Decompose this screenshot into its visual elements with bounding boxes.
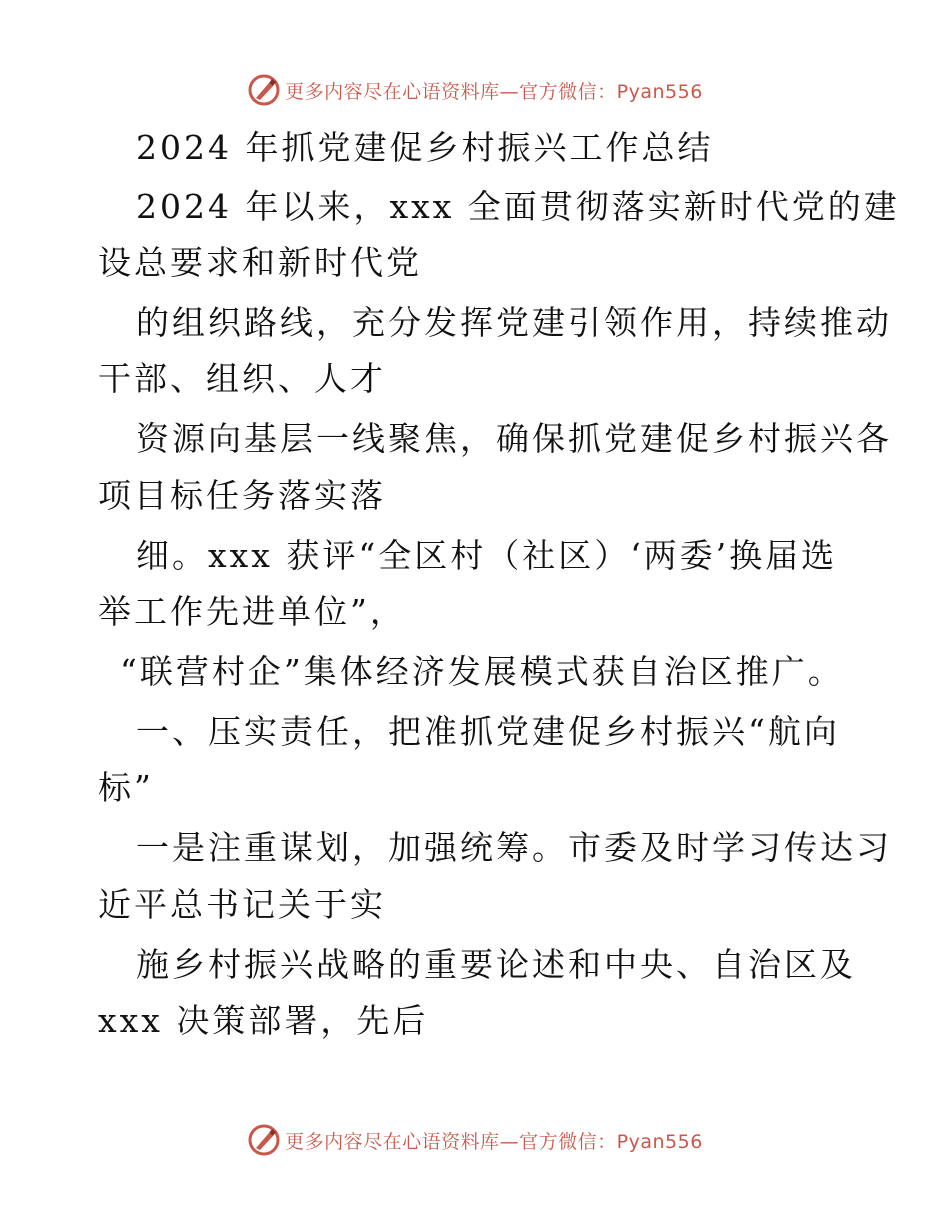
paragraph-line: 细。xxx 获评“全区村（社区）‘两委’换届选 — [136, 536, 838, 575]
paragraph-line: 项目标任务落实落 — [98, 476, 386, 515]
section-heading-continued: 标” — [98, 768, 154, 807]
paragraph-line: 一是注重谋划，加强统筹。市委及时学习传达习 — [136, 828, 892, 867]
document-title: 2024 年抓党建促乡村振兴工作总结 — [136, 128, 714, 167]
paragraph-line: 2024 年以来，xxx 全面贯彻落实新时代党的建 — [136, 187, 900, 226]
pen-circle-icon — [247, 1123, 281, 1157]
paragraph-line: 举工作先进单位”， — [98, 592, 406, 631]
header-watermark — [0, 70, 950, 110]
watermark-text: 更多内容尽在心语资料库—官方微信：Pyan556 — [285, 1130, 703, 1153]
footer-watermark — [0, 1120, 950, 1160]
paragraph-line: 资源向基层一线聚焦，确保抓党建促乡村振兴各 — [136, 419, 892, 458]
pen-circle-icon — [247, 73, 281, 107]
section-heading: 一、压实责任，把准抓党建促乡村振兴“航向 — [136, 712, 840, 751]
paragraph-line: 设总要求和新时代党 — [98, 243, 422, 282]
paragraph-line: xxx 决策部署，先后 — [98, 1001, 429, 1040]
paragraph-line: 施乡村振兴战略的重要论述和中央、自治区及 — [136, 945, 856, 984]
watermark-text: 更多内容尽在心语资料库—官方微信：Pyan556 — [285, 80, 703, 103]
paragraph-line: 近平总书记关于实 — [98, 885, 386, 924]
paragraph-line: “联营村企”集体经济发展模式获自治区推广。 — [120, 652, 844, 691]
paragraph-line: 的组织路线，充分发挥党建引领作用，持续推动 — [136, 303, 892, 342]
paragraph-line: 干部、组织、人才 — [98, 359, 386, 398]
